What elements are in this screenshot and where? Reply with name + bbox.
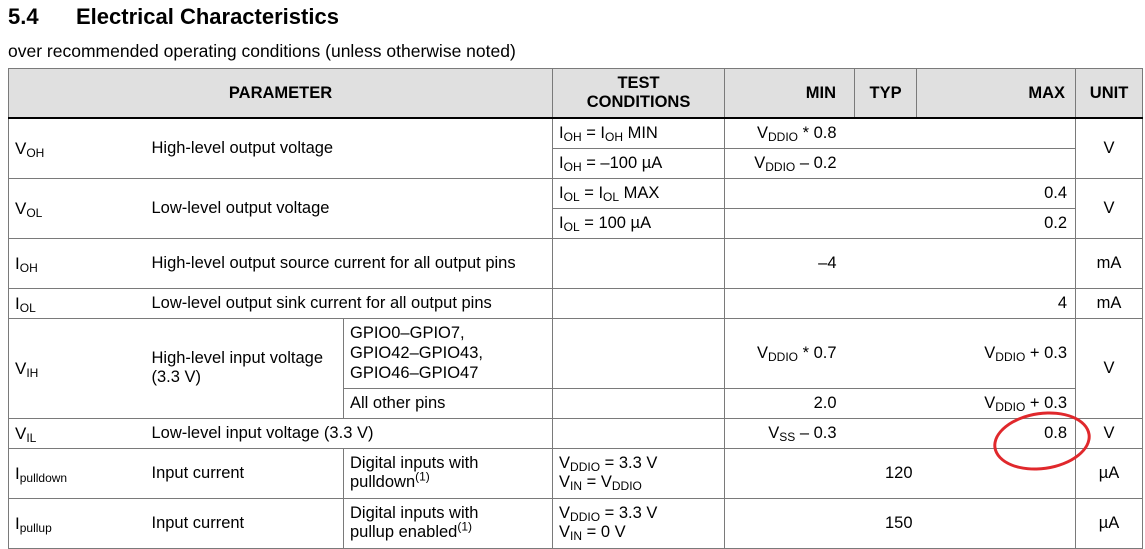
param-symbol: $I_{pullup}$ xyxy=(9,498,144,548)
max-value xyxy=(917,448,1076,498)
header-min: MIN xyxy=(725,69,855,119)
pin-group: Digital inputs with pulldown$^{(1)}$ xyxy=(344,448,553,498)
min-value xyxy=(725,208,855,238)
unit-value: mA xyxy=(1076,238,1143,288)
test-condition xyxy=(553,318,725,388)
min-value xyxy=(725,288,855,318)
header-test-line1: TEST xyxy=(617,74,660,92)
min-value: 2.0 xyxy=(725,388,855,418)
typ-value: 150 xyxy=(855,498,917,548)
max-value: 0.2 xyxy=(917,208,1076,238)
max-value xyxy=(917,148,1076,178)
max-value xyxy=(917,118,1076,148)
table-row xyxy=(9,238,1143,288)
max-value xyxy=(917,238,1076,288)
test-condition xyxy=(553,418,725,448)
table-row xyxy=(9,178,1143,208)
min-value xyxy=(725,178,855,208)
section-number: 5.4 xyxy=(8,4,39,29)
min-value: $V_{DDIO} - 0.2$ xyxy=(725,148,855,178)
param-symbol: $V_{OH}$ xyxy=(9,118,144,178)
pin-group: All other pins xyxy=(344,388,553,418)
param-description: Low-level output sink current for all output pins xyxy=(144,288,553,318)
unit-value: V xyxy=(1076,118,1143,178)
pin-group: Digital inputs with pullup enabled$^{(1)}$ xyxy=(344,498,553,548)
header-typ: TYP xyxy=(855,69,917,119)
header-max: MAX xyxy=(917,69,1076,119)
param-symbol: $I_{OL}$ xyxy=(9,288,144,318)
max-value xyxy=(917,498,1076,548)
typ-value xyxy=(855,318,917,388)
section-subtitle: over recommended operating conditions (unless otherwise noted) xyxy=(8,41,516,61)
table-row xyxy=(9,448,1143,498)
param-description: High-level output source current for all output pins xyxy=(144,238,553,288)
unit-value: V xyxy=(1076,318,1143,418)
test-condition: $I_{OL} = I_{OL}$ MAX xyxy=(553,178,725,208)
table-row xyxy=(9,418,1143,448)
pin-group: GPIO0–GPIO7, GPIO42–GPIO43, GPIO46–GPIO47 xyxy=(344,318,553,388)
min-value: $V_{SS} - 0.3$ xyxy=(725,418,855,448)
electrical-characteristics-table xyxy=(8,68,1143,549)
param-symbol: $V_{IL}$ xyxy=(9,418,144,448)
max-value: $V_{DDIO} + 0.3$ xyxy=(917,388,1076,418)
param-symbol: $I_{OH}$ xyxy=(9,238,144,288)
typ-value xyxy=(855,118,917,148)
unit-value: µA xyxy=(1076,498,1143,548)
test-condition: $I_{OH} = -100$ µA xyxy=(553,148,725,178)
param-description: High-level output voltage xyxy=(144,118,553,178)
header-row xyxy=(9,69,1143,119)
test-condition: $V_{DDIO} = 3.3$ V $V_{IN} = V_{DDIO}$ xyxy=(553,448,725,498)
unit-value: mA xyxy=(1076,288,1143,318)
typ-value xyxy=(855,238,917,288)
header-test-line2: CONDITIONS xyxy=(586,93,691,111)
section-title xyxy=(8,4,339,30)
header-unit: UNIT xyxy=(1076,69,1143,119)
typ-value xyxy=(855,288,917,318)
param-description: Low-level output voltage xyxy=(144,178,553,238)
table-row xyxy=(9,118,1143,148)
max-value: 0.8 xyxy=(917,418,1076,448)
typ-value xyxy=(855,388,917,418)
typ-value: 120 xyxy=(855,448,917,498)
min-value xyxy=(725,448,855,498)
header-test-conditions xyxy=(553,69,725,119)
param-symbol: $V_{OL}$ xyxy=(9,178,144,238)
test-condition: $V_{DDIO} = 3.3$ V $V_{IN} = 0$ V xyxy=(553,498,725,548)
max-value: 0.4 xyxy=(917,178,1076,208)
param-description: Input current xyxy=(144,498,344,548)
section-title-text: Electrical Characteristics xyxy=(76,4,339,29)
param-description: Input current xyxy=(144,448,344,498)
table-row xyxy=(9,498,1143,548)
param-description: Low-level input voltage (3.3 V) xyxy=(144,418,553,448)
param-description: High-level input voltage (3.3 V) xyxy=(144,318,344,418)
typ-value xyxy=(855,418,917,448)
max-value: $V_{DDIO} + 0.3$ xyxy=(917,318,1076,388)
header-parameter: PARAMETER xyxy=(9,69,553,119)
min-value: –4 xyxy=(725,238,855,288)
test-condition: $I_{OL} = 100$ µA xyxy=(553,208,725,238)
typ-value xyxy=(855,148,917,178)
table-row xyxy=(9,318,1143,388)
min-value: $V_{DDIO} * 0.7$ xyxy=(725,318,855,388)
min-value: $V_{DDIO} * 0.8$ xyxy=(725,118,855,148)
unit-value: µA xyxy=(1076,448,1143,498)
typ-value xyxy=(855,208,917,238)
param-symbol: $I_{pulldown}$ xyxy=(9,448,144,498)
test-condition xyxy=(553,388,725,418)
table-row xyxy=(9,288,1143,318)
unit-value: V xyxy=(1076,178,1143,238)
max-value: 4 xyxy=(917,288,1076,318)
unit-value: V xyxy=(1076,418,1143,448)
typ-value xyxy=(855,178,917,208)
param-symbol: $V_{IH}$ xyxy=(9,318,144,418)
test-condition: $I_{OH} = I_{OH}$ MIN xyxy=(553,118,725,148)
test-condition xyxy=(553,288,725,318)
min-value xyxy=(725,498,855,548)
test-condition xyxy=(553,238,725,288)
